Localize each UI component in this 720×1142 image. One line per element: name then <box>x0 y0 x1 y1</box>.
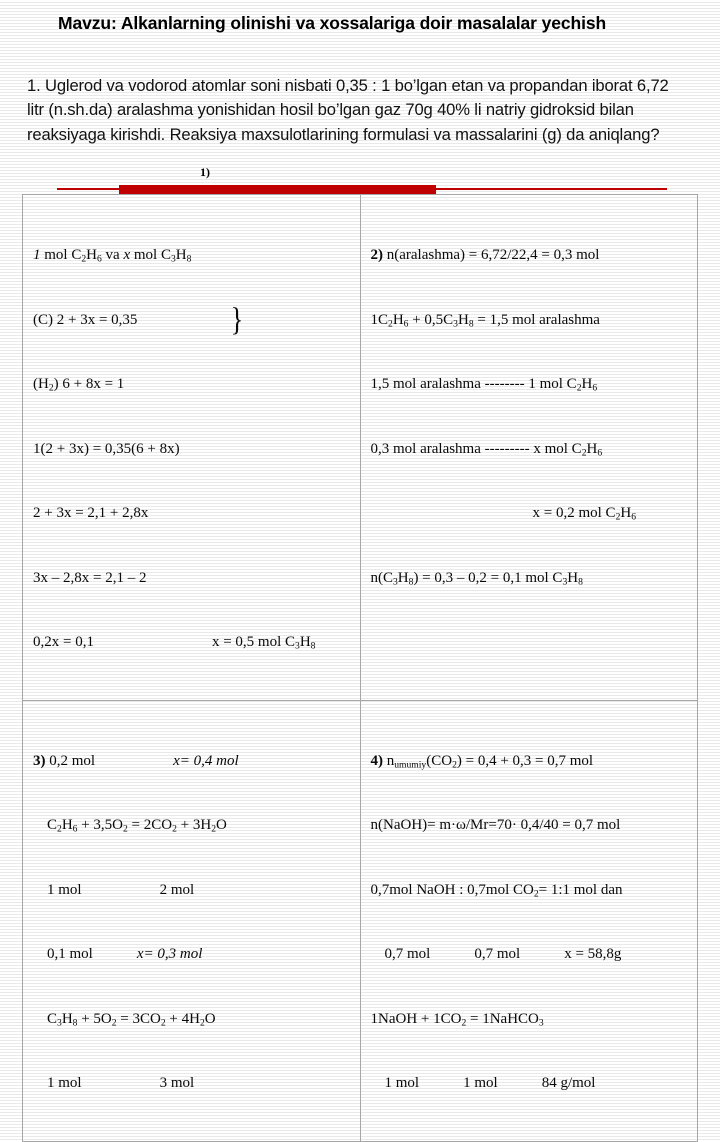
cell3-l3-a: 1 mol <box>47 881 82 898</box>
cell3-l1-a: 0,2 mol <box>45 752 96 769</box>
cell2-l2-s1: 2 <box>388 318 393 330</box>
cell4-line-6 <box>371 1073 692 1095</box>
cell1-l1-f: mol C <box>130 247 171 263</box>
cell3-line-5 <box>33 1009 354 1031</box>
cell2-l5-s1: 2 <box>615 511 621 523</box>
cell2-step-number: 2) <box>370 247 383 263</box>
cell2-l6-a: n(C <box>370 569 393 586</box>
cell2-line-4 <box>371 439 692 461</box>
cell2-l3-s2: 6 <box>592 382 598 394</box>
cell3-step-number: 3) <box>33 752 46 769</box>
cell1-l1-e: x <box>123 247 131 263</box>
cell1-l1-b: mol C <box>40 247 82 263</box>
cell3-l5-s2: 8 <box>72 1017 78 1029</box>
cell1-l3-b: ) 6 + 8x = 1 <box>53 376 125 392</box>
solution-cell-3 <box>23 700 361 1141</box>
cell3-line-1 <box>33 751 354 773</box>
cell2-l5-s2: 6 <box>631 511 636 523</box>
cell3-l4-a: 0,1 mol <box>47 946 93 962</box>
cell3-line-3 <box>33 880 354 902</box>
cell1-l7-sub1: 3 <box>295 640 300 652</box>
cell3-l2-s3: 2 <box>123 823 128 835</box>
cell1-l1-sub3: 3 <box>170 253 176 265</box>
cell3-l5-s3: 2 <box>111 1017 117 1029</box>
cell1-l1-a: 1 <box>33 247 41 263</box>
cell3-l1-b: x= 0,4 mol <box>173 752 239 769</box>
cell3-l2-a: C <box>47 817 58 833</box>
cell1-line-2 <box>33 301 354 338</box>
step-marker-1: 1) <box>200 165 210 179</box>
cell2-l2-b: H <box>392 311 404 328</box>
cell1-l1-sub1: 2 <box>81 253 87 265</box>
cell2-l6-d: H <box>567 569 579 586</box>
cell3-l5-a: C <box>47 1010 58 1027</box>
cell3-l5-s4: 2 <box>160 1017 166 1029</box>
cell1-l1-d: va <box>101 247 124 263</box>
cell1-l1-sub4: 8 <box>186 253 192 265</box>
cell4-l1-a: n <box>383 752 395 769</box>
cell3-l2-s1: 2 <box>57 823 62 835</box>
cell2-l2-d: H <box>457 311 469 328</box>
cell3-l2-b: H <box>61 817 73 833</box>
cell4-line-1 <box>371 751 692 773</box>
cell4-l6-a: 1 mol <box>384 1075 420 1091</box>
cell3-l5-c: + 5O <box>77 1010 112 1027</box>
cell4-line-5 <box>371 1009 692 1031</box>
cell4-line-3 <box>371 880 692 902</box>
cell4-l5-s2: 3 <box>538 1017 544 1029</box>
cell2-l6-s3: 3 <box>562 576 568 588</box>
cell3-l5-d: = 3CO <box>116 1010 161 1027</box>
cell2-l4-s1: 2 <box>581 447 587 459</box>
cell3-line-4 <box>33 944 354 966</box>
cell-2-content <box>361 199 698 635</box>
cell1-line-3 <box>33 374 354 396</box>
cell2-l2-a: 1C <box>370 311 389 328</box>
cell2-l4-b: H <box>586 440 598 457</box>
problem-statement: 1. Uglerod va vodorod atomlar soni nisbati 0,35 : 1 bo’lgan etan va propandan iborat 6,72 litr (n.sh.da) aralashma yonishidan hosil bo’lgan gaz 70g 40% li natriy gidroksid bilan reaksiyaga kirishdi. Reaksiya maxsulotlarining formulasi va massalarini (g) da aniqlang? <box>27 76 669 144</box>
brace-bracket-icon: } <box>230 301 244 338</box>
cell1-l2-a: (C) 2 + 3x = 0,35 <box>33 311 138 328</box>
cell3-l2-f: O <box>215 817 227 833</box>
cell2-l2-c: + 0,5C <box>408 311 454 328</box>
cell1-l7-sub2: 8 <box>310 640 316 652</box>
cell-1-content <box>23 199 360 700</box>
cell1-l3-a: (H <box>33 376 49 392</box>
cell1-line-4: 1(2 + 3x) = 0,35(6 + 8x) <box>33 440 180 457</box>
cell1-line-5: 2 + 3x = 2,1 + 2,8x <box>33 505 149 521</box>
cell3-l5-b: H <box>61 1010 73 1027</box>
cell2-line-5 <box>371 503 692 525</box>
cell1-line-7 <box>33 632 354 654</box>
cell2-line-6 <box>371 568 692 590</box>
cell4-l1-b: (CO <box>426 752 453 769</box>
cell1-l7-a: 0,2x = 0,1 <box>33 634 94 650</box>
cell4-l3-b: = 1:1 mol dan <box>538 881 623 898</box>
cell4-l3-s1: 2 <box>533 888 539 900</box>
cell3-l2-c: + 3,5O <box>77 817 123 833</box>
cell4-line-2: n(NaOH)= m·ω/Mr=70· 0,4/40 = 0,7 mol <box>370 817 621 833</box>
cell1-l7-c: H <box>299 634 311 650</box>
cell3-l2-d: = 2CO <box>127 817 173 833</box>
cell2-l3-s1: 2 <box>576 382 582 394</box>
page-title: Mavzu: Alkanlarning olinishi va xossalariga doir masalalar yechish <box>58 13 607 33</box>
cell2-l3-b: H <box>581 376 593 392</box>
cell2-line-3 <box>371 374 692 396</box>
table-row <box>23 700 698 1141</box>
cell2-l4-a: 0,3 mol aralashma --------- x mol C <box>370 440 582 457</box>
cell4-l1-s2: 2 <box>452 759 457 771</box>
cell3-l6-b: 3 mol <box>159 1075 195 1091</box>
solution-cell-1 <box>23 195 361 701</box>
cell3-l5-s5: 2 <box>199 1017 205 1029</box>
cell3-l2-s2: 6 <box>72 823 78 835</box>
cell4-line-4 <box>371 944 692 966</box>
cell4-step-number: 4) <box>370 752 383 769</box>
cell4-l1-sub: umumiy <box>394 759 427 771</box>
cell4-l4-c: x = 58,8g <box>564 946 622 962</box>
cell-3-content <box>23 705 360 1141</box>
cell3-l5-e: + 4H <box>165 1010 200 1027</box>
cell-4-content <box>361 705 698 1141</box>
cell1-line-1 <box>33 245 354 267</box>
table-row <box>23 195 698 701</box>
red-accent-bar <box>119 185 436 194</box>
cell2-l6-s2: 8 <box>408 576 414 588</box>
cell4-l6-c: 84 g/mol <box>541 1075 596 1091</box>
cell2-line-2 <box>371 310 692 332</box>
cell1-l3-sub: 2 <box>48 382 54 394</box>
cell2-l3-a: 1,5 mol aralashma -------- 1 mol C <box>370 376 577 392</box>
cell2-line-1 <box>371 245 692 267</box>
cell3-l2-e: + 3H <box>176 817 212 833</box>
cell2-l6-s1: 3 <box>393 576 398 588</box>
cell1-line-6: 3x – 2,8x = 2,1 – 2 <box>33 569 147 586</box>
cell3-l2-s5: 2 <box>211 823 216 835</box>
cell3-l6-a: 1 mol <box>47 1075 82 1091</box>
cell4-l6-b: 1 mol <box>463 1075 498 1091</box>
solution-table <box>22 194 698 1142</box>
cell2-l5-b: H <box>620 505 632 521</box>
cell4-l5-a: 1NaOH + 1CO <box>370 1010 462 1027</box>
cell3-line-6 <box>33 1073 354 1095</box>
cell1-l1-c: H <box>86 247 97 263</box>
cell3-l5-s1: 3 <box>57 1017 62 1029</box>
cell3-l5-f: O <box>204 1010 216 1027</box>
cell4-l3-a: 0,7mol NaOH : 0,7mol CO <box>370 881 534 898</box>
cell3-l3-b: 2 mol <box>159 881 195 898</box>
cell4-l1-c: ) = 0,4 + 0,3 = 0,7 mol <box>456 752 594 769</box>
cell1-l7-b: x = 0,5 mol C <box>211 634 296 650</box>
cell3-line-2 <box>33 815 354 837</box>
cell4-l4-a: 0,7 mol <box>384 946 431 962</box>
cell2-l6-b: H <box>397 569 409 586</box>
cell2-l6-s4: 8 <box>578 576 583 588</box>
cell3-l4-b: x= 0,3 mol <box>136 946 203 962</box>
cell4-l5-b: = 1NaHCO <box>466 1010 539 1027</box>
cell2-l4-s2: 6 <box>597 447 603 459</box>
solution-cell-4 <box>360 700 698 1141</box>
cell3-l2-s4: 2 <box>172 823 177 835</box>
cell2-l2-s2: 6 <box>403 318 409 330</box>
cell2-l2-e: = 1,5 mol aralashma <box>473 311 600 328</box>
cell2-l1-text: n(aralashma) = 6,72/22,4 = 0,3 mol <box>383 247 600 263</box>
solution-cell-2 <box>360 195 698 701</box>
cell2-l5-a: x = 0,2 mol C <box>532 505 616 521</box>
cell1-l1-g: H <box>175 247 187 263</box>
cell4-l5-s1: 2 <box>461 1017 467 1029</box>
cell2-l2-s4: 8 <box>468 318 474 330</box>
cell2-l2-s3: 3 <box>453 318 458 330</box>
cell2-l6-c: ) = 0,3 – 0,2 = 0,1 mol C <box>413 569 563 586</box>
cell1-l1-sub2: 6 <box>96 253 102 265</box>
cell4-l4-b: 0,7 mol <box>474 946 521 962</box>
